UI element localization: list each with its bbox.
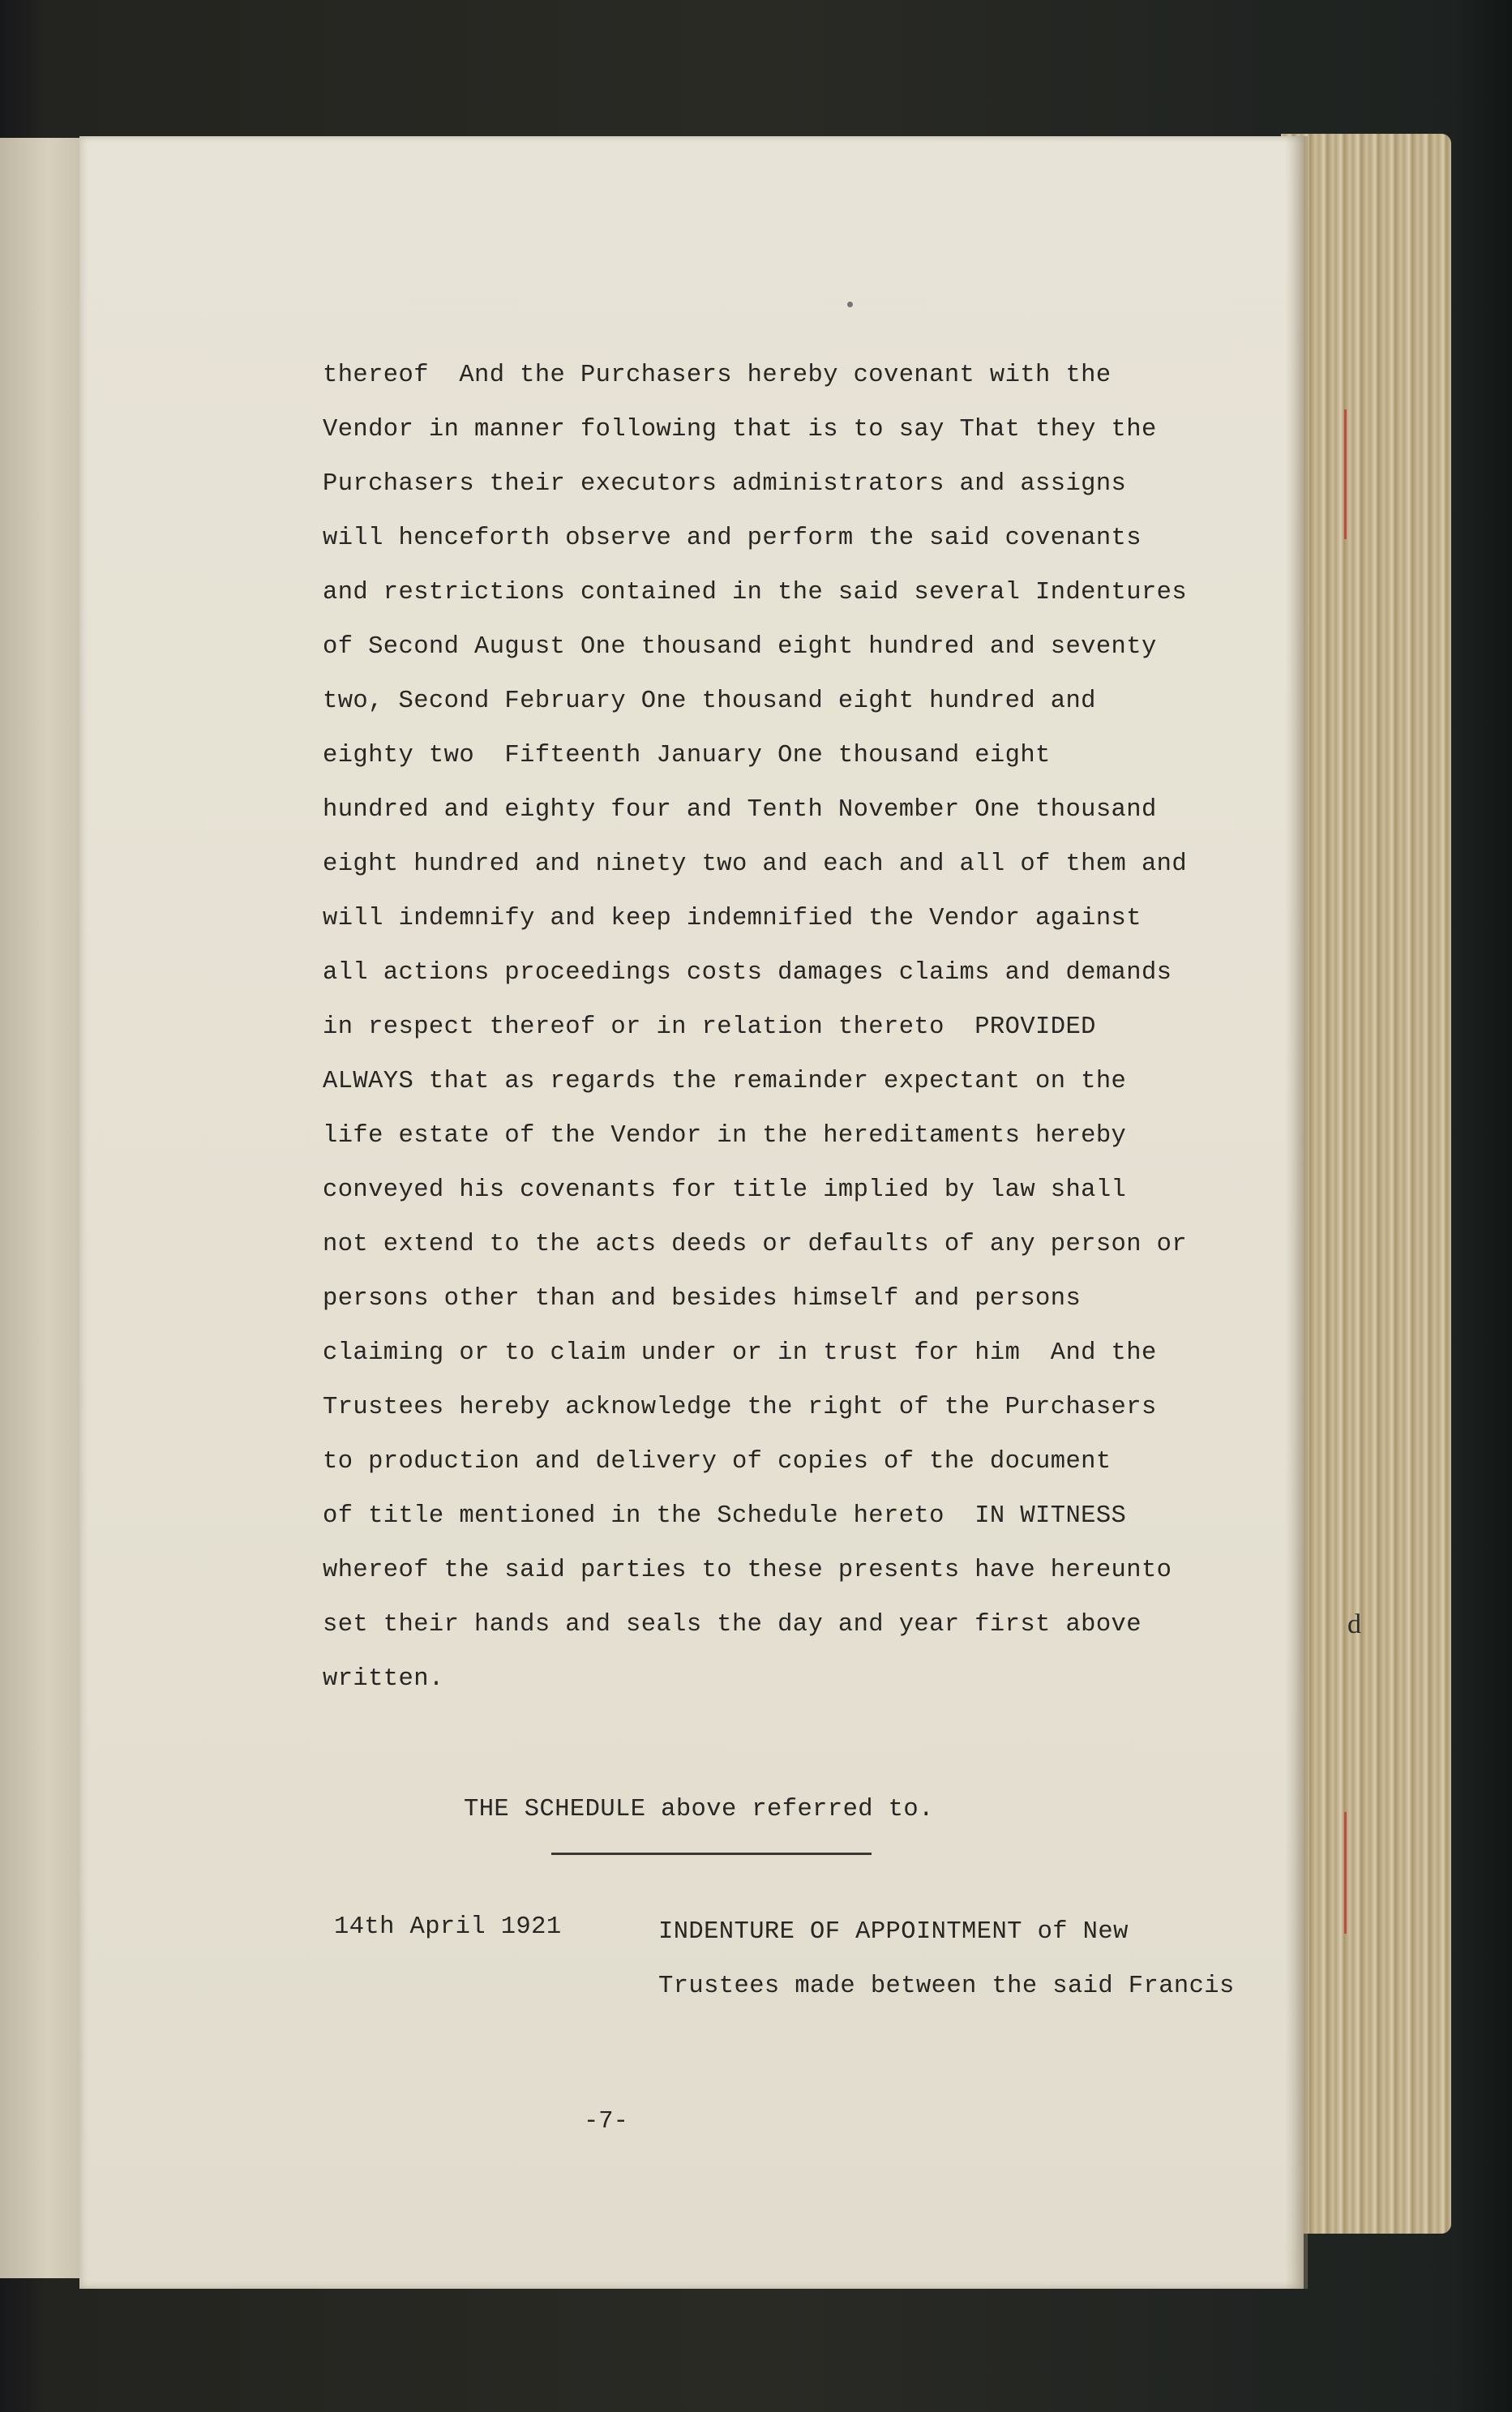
body-line: set their hands and seals the day and year first above bbox=[323, 1611, 1141, 1639]
body-line: eight hundred and ninety two and each and all of them and bbox=[323, 850, 1188, 878]
body-line: Purchasers their executors administrators and assigns bbox=[323, 470, 1127, 498]
page-number: -7- bbox=[584, 2108, 628, 2136]
body-line: will henceforth observe and perform the said covenants bbox=[323, 525, 1141, 552]
body-line: all actions proceedings costs damages claims and demands bbox=[323, 959, 1172, 987]
schedule-description-line: Trustees made between the said Francis bbox=[658, 1973, 1235, 2000]
schedule-description-line: INDENTURE OF APPOINTMENT of New bbox=[658, 1918, 1129, 1946]
body-line: of title mentioned in the Schedule hereto IN WITNESS bbox=[323, 1502, 1127, 1530]
body-line: ALWAYS that as regards the remainder expectant on the bbox=[323, 1068, 1127, 1095]
body-line: whereof the said parties to these presents have hereunto bbox=[323, 1557, 1172, 1584]
body-line: hundred and eighty four and Tenth November One thousand bbox=[323, 796, 1157, 824]
schedule-underline bbox=[551, 1853, 872, 1855]
edge-letter: d bbox=[1347, 1609, 1361, 1639]
body-line: claiming or to claim under or in trust for him And the bbox=[323, 1339, 1157, 1367]
body-line: to production and delivery of copies of the document bbox=[323, 1448, 1112, 1476]
red-margin-line bbox=[1344, 409, 1347, 539]
body-line: persons other than and besides himself and persons bbox=[323, 1285, 1082, 1313]
body-line: life estate of the Vendor in the hereditaments hereby bbox=[323, 1122, 1127, 1150]
body-line: in respect thereof or in relation thereto PROVIDED bbox=[323, 1013, 1096, 1041]
body-line: conveyed his covenants for title implied by law shall bbox=[323, 1176, 1127, 1204]
body-line: of Second August One thousand eight hundred and seventy bbox=[323, 633, 1157, 661]
red-margin-line bbox=[1344, 1812, 1347, 1934]
body-text bbox=[323, 349, 1296, 1707]
body-line: Vendor in manner following that is to say That they the bbox=[323, 416, 1157, 443]
body-line: written. bbox=[323, 1665, 444, 1693]
body-line: two, Second February One thousand eight hundred and bbox=[323, 688, 1096, 715]
schedule-date: 14th April 1921 bbox=[334, 1913, 562, 1941]
body-line: thereof And the Purchasers hereby covenant with the bbox=[323, 362, 1112, 389]
schedule-description bbox=[658, 1905, 1235, 2014]
body-line: eighty two Fifteenth January One thousand eight bbox=[323, 742, 1051, 769]
body-line: will indemnify and keep indemnified the Vendor against bbox=[323, 905, 1141, 932]
schedule-heading: THE SCHEDULE above referred to. bbox=[464, 1796, 934, 1823]
body-line: and restrictions contained in the said several Indentures bbox=[323, 579, 1188, 606]
body-line: Trustees hereby acknowledge the right of the Purchasers bbox=[323, 1394, 1157, 1421]
ink-dot bbox=[847, 302, 853, 307]
previous-page-edge bbox=[0, 138, 84, 2278]
body-line: not extend to the acts deeds or defaults of any person or bbox=[323, 1231, 1188, 1258]
